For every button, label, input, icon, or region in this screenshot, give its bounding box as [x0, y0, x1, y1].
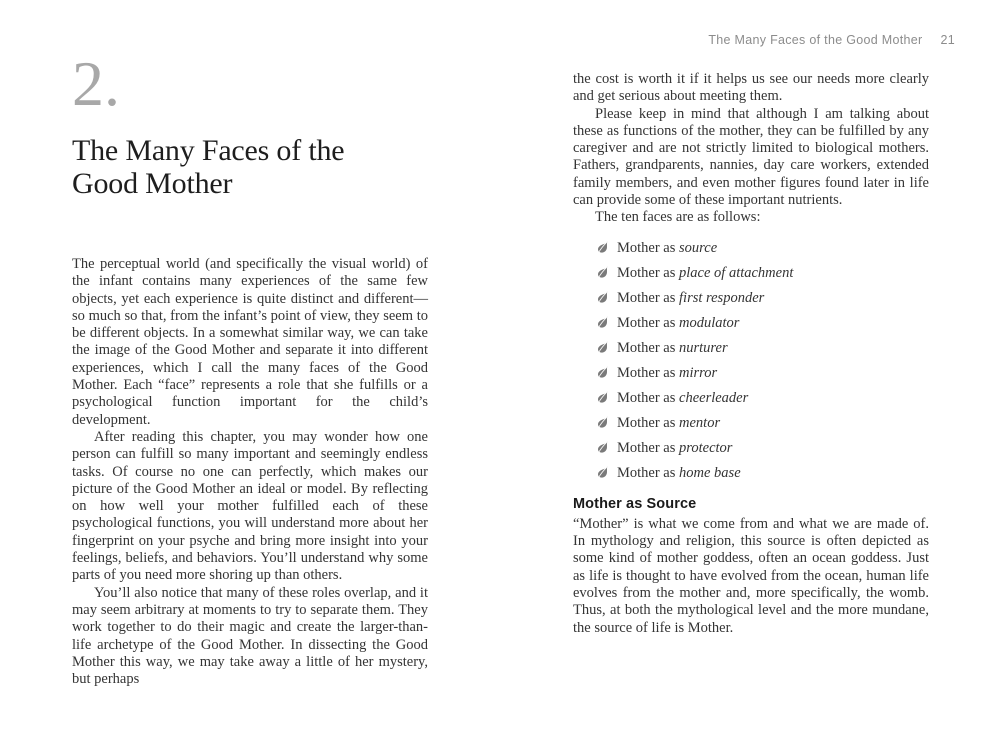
list-item — [597, 465, 929, 482]
chapter-title — [72, 134, 344, 200]
list-item — [597, 415, 929, 432]
paragraph: Please keep in mind that although I am talking about these as functions of the mother, they can be fulfilled by any caregiver and are not strictly limited to biological mothers. Fathers, grandparents, nannies, day care workers, extended family members, and even mother figures found later in life can provide some of these important nutrients. — [573, 105, 929, 209]
leaf-bullet-icon — [597, 291, 608, 303]
face-role: first responder — [679, 289, 765, 306]
faces-list — [573, 240, 929, 482]
face-role: modulator — [679, 314, 740, 331]
running-header — [573, 33, 955, 47]
list-item-text — [617, 315, 739, 332]
face-prefix: Mother as — [617, 264, 680, 281]
face-role: mentor — [679, 414, 721, 431]
face-prefix: Mother as — [617, 339, 680, 356]
left-page-body — [72, 256, 428, 688]
running-title: The Many Faces of the Good Mother — [708, 33, 923, 47]
list-item-text — [617, 390, 748, 407]
list-item — [597, 315, 929, 332]
face-prefix: Mother as — [617, 414, 680, 431]
face-role: mirror — [679, 364, 718, 381]
leaf-bullet-icon — [597, 416, 608, 428]
face-prefix: Mother as — [617, 439, 680, 456]
face-role: nurturer — [679, 339, 728, 356]
list-item-text — [617, 265, 793, 282]
paragraph: The ten faces are as follows: — [595, 209, 761, 226]
face-prefix: Mother as — [617, 314, 680, 331]
list-item-text — [617, 240, 717, 257]
list-item — [597, 440, 929, 457]
paragraph: the cost is worth it if it helps us see our needs more clearly and get serious about meeting them. — [573, 71, 929, 105]
face-prefix: Mother as — [617, 464, 680, 481]
face-role: protector — [679, 439, 733, 456]
leaf-bullet-icon — [597, 266, 608, 278]
paragraph: You’ll also notice that many of these roles overlap, and it may seem arbitrary at moments to try to separate them. They work together to do their magic and create the larger-than-life archetype of the Good Mother. In dissecting the Good Mother this way, we may take away a little of her mystery, but perhaps — [72, 584, 428, 688]
leaf-bullet-icon — [597, 316, 608, 328]
face-role: cheerleader — [679, 389, 749, 406]
leaf-bullet-icon — [597, 366, 608, 378]
section-heading: Mother as Source — [573, 495, 697, 512]
chapter-number: 2. — [72, 48, 120, 119]
list-item-text — [617, 290, 764, 307]
section-paragraph: “Mother” is what we come from and what we are made of. In mythology and religion, this source is often depicted as some kind of mother goddess, often an ocean goddess. Just as life is thought to have evolved from the ocean, human life evolves from the mother and, more specifically, the womb. Thus, at both the mythological level and the more mundane, the source of life is Mother. — [573, 515, 929, 636]
paragraph: After reading this chapter, you may wonder how one person can fulfill so many important and seemingly endless tasks. Of course no one can perfectly, which makes our picture of the Good Mother an ideal or model. By reflecting on how well your mother fulfilled each of these psychological functions, you will understand more about her fingerprint on your psyche and bring more insight into your feelings, beliefs, and behaviors. You’ll understand why some parts of you need more shoring up than others. — [72, 428, 428, 584]
list-item-text — [617, 465, 741, 482]
page-number: 21 — [940, 33, 955, 47]
leaf-bullet-icon — [597, 241, 608, 253]
list-item — [597, 290, 929, 307]
right-page-body — [573, 71, 929, 227]
face-prefix: Mother as — [617, 389, 680, 406]
list-item-text — [617, 340, 728, 357]
chapter-title-line-1: The Many Faces of the — [72, 134, 345, 167]
list-item-text — [617, 415, 720, 432]
list-item — [597, 240, 929, 257]
list-item — [597, 340, 929, 357]
right-page — [573, 71, 929, 637]
face-role: source — [679, 239, 718, 256]
face-role: home base — [679, 464, 741, 481]
leaf-bullet-icon — [597, 391, 608, 403]
list-item — [597, 365, 929, 382]
list-item-text — [617, 365, 717, 382]
chapter-title-line-2: Good Mother — [72, 167, 233, 200]
paragraph: The perceptual world (and specifically the visual world) of the infant contains many experiences of the same few objects, yet each experience is quite distinct and different—so much so that, from the infant’s point of view, they seem to be different objects. In a somewhat similar way, we can take the image of the Good Mother and separate it into different experiences, which I call the many faces of the Good Mother. Each “face” represents a role that she fulfills or a psychological function important for the child’s development. — [72, 256, 428, 428]
face-role: place of attachment — [679, 264, 794, 281]
list-item — [597, 265, 929, 282]
face-prefix: Mother as — [617, 239, 680, 256]
list-item — [597, 390, 929, 407]
list-item-text — [617, 440, 732, 457]
leaf-bullet-icon — [597, 341, 608, 353]
face-prefix: Mother as — [617, 364, 680, 381]
leaf-bullet-icon — [597, 441, 608, 453]
leaf-bullet-icon — [597, 466, 608, 478]
face-prefix: Mother as — [617, 289, 680, 306]
